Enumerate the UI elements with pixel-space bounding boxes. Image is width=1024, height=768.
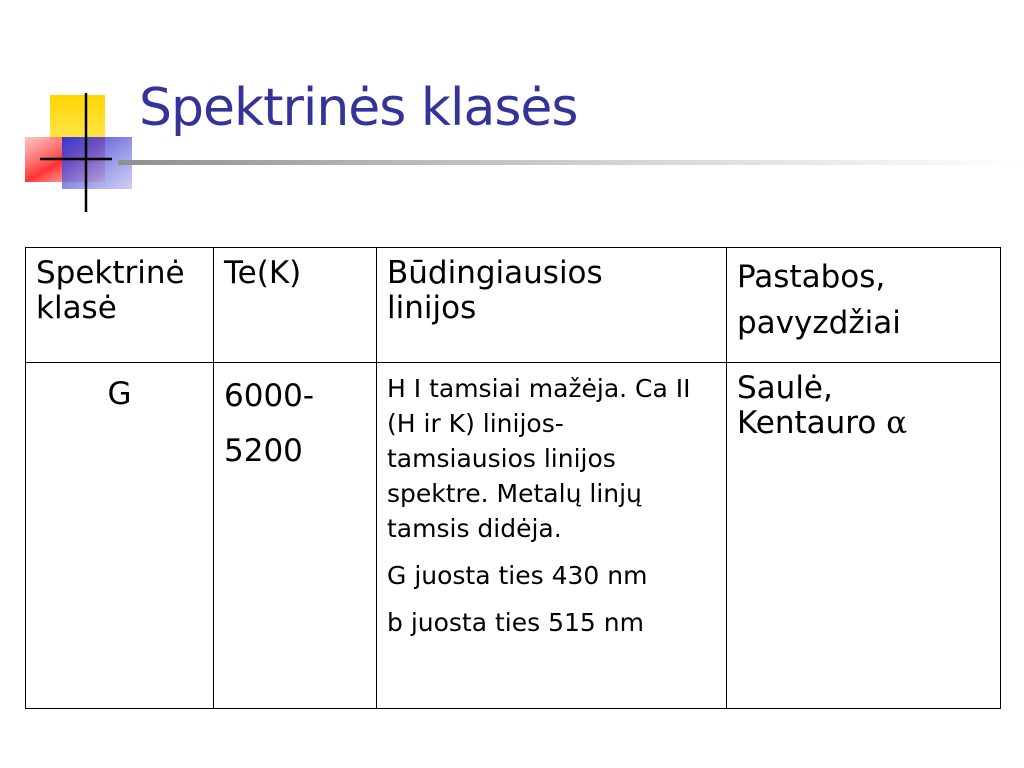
title-divider: [118, 160, 1024, 165]
notes-line2-text: Kentauro: [737, 405, 877, 441]
slide-logo-icon: [0, 0, 140, 220]
lines-g-band: G juosta ties 430 nm: [387, 561, 648, 590]
header-typical-lines: [377, 248, 727, 363]
cell-typical-lines: [377, 363, 727, 709]
spectral-class-table: [25, 247, 1001, 709]
notes-line1: Saulė,: [737, 370, 833, 406]
header-class-line2: klasė: [36, 290, 117, 326]
header-notes: [727, 248, 1001, 363]
table-header-row: [26, 248, 1001, 363]
header-temp-label: Te(K): [224, 255, 302, 291]
lines-b-band: b juosta ties 515 nm: [387, 608, 644, 637]
header-temperature: [214, 248, 377, 363]
table-row: [26, 363, 1001, 709]
header-lines-line2: linijos: [387, 290, 477, 326]
notes-line2: [737, 406, 990, 441]
header-spectral-class: [26, 248, 214, 363]
cell-notes: [727, 363, 1001, 709]
cell-temperature: [214, 363, 377, 709]
slide-title: Spektrinės klasės: [139, 78, 578, 138]
header-lines-line1: Būdingiausios: [387, 255, 603, 291]
header-class-line1: Spektrinė: [36, 255, 185, 291]
temp-line1: 6000-: [224, 378, 315, 414]
alpha-symbol: α: [886, 405, 908, 441]
header-notes-line2: pavyzdžiai: [737, 305, 901, 341]
temp-line2: 5200: [224, 433, 303, 469]
lines-description: H I tamsiai mažėja. Ca II (H ir K) linijos- tamsiausios linijos spektre. Metalų linjų tamsis didėja.: [387, 374, 691, 543]
cell-spectral-class: G: [26, 363, 214, 709]
header-notes-line1: Pastabos,: [737, 259, 886, 295]
